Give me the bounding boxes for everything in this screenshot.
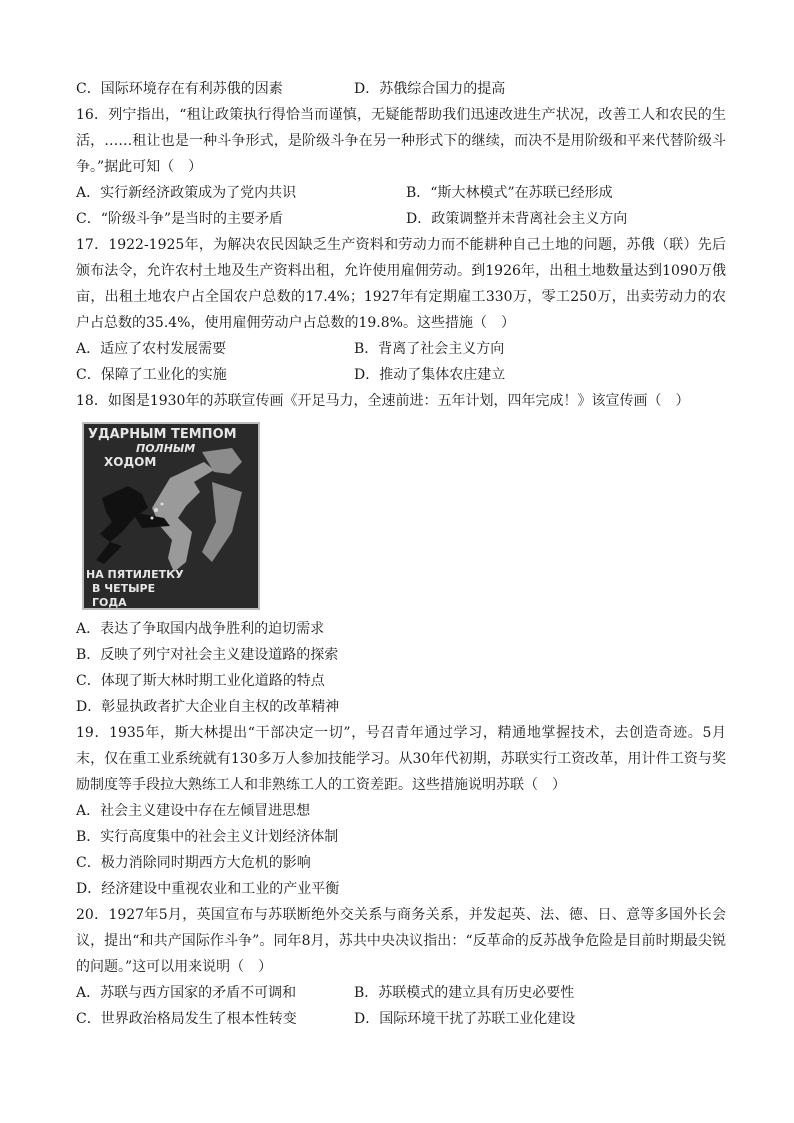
q15-option-c[interactable]: C．国际环境存在有利苏俄的因素 — [76, 81, 283, 97]
q19-stem: 19．1935年，斯大林提出“干部决定一切”，号召青年通过学习，精通地掌握技术，去创造奇迹。5月末，仅在重工业系统就有130多万人参加技能学习。从30年代初期，苏联实行工资改革，用计件工资与奖励制度等手段拉大熟练工人和非熟练工人的工资差距。这些措施说明苏联（ ） — [76, 725, 726, 793]
q16-stem: 16．列宁指出，“租让政策执行得恰当而谨慎，无疑能帮助我们迅速改进生产状况，改善工人和农民的生活，……租让也是一种斗争形式，是阶级斗争在另一种形式下的继续，而决不是用阶级和平来代替阶级斗争。”据此可知（ ） — [76, 107, 726, 175]
poster-text-top-3: ХОДОМ — [104, 455, 157, 469]
q17-options-cd — [76, 362, 726, 388]
q16-option-b[interactable]: B．“斯大林模式”在苏联已经形成 — [406, 185, 613, 201]
q19-option-c[interactable]: C．极力消除同时期西方大危机的影响 — [76, 855, 311, 871]
q20-options-cd — [76, 1006, 726, 1032]
poster-text-top-1: УДАРНЫМ ТЕМПОМ — [88, 427, 237, 442]
q17-option-d[interactable]: D．推动了集体农庄建立 — [354, 367, 506, 383]
q18-option-d[interactable]: D．彰显执政者扩大企业自主权的改革精神 — [76, 699, 340, 715]
q16-option-a[interactable]: A．实行新经济政策成为了党内共识 — [76, 185, 297, 201]
q16-options-cd — [76, 206, 726, 232]
q19-option-a[interactable]: A．社会主义建设中存在左倾冒进思想 — [76, 803, 311, 819]
propaganda-poster — [82, 422, 260, 610]
q19-option-b[interactable]: B．实行高度集中的社会主义计划经济体制 — [76, 829, 339, 845]
q16-option-c[interactable]: C．“阶级斗争”是当时的主要矛盾 — [76, 211, 284, 227]
poster-text-bottom-3: ГОДА — [92, 596, 127, 609]
q17-option-b[interactable]: B．背离了社会主义方向 — [354, 341, 505, 357]
poster-text-top-2: ПОЛНЫМ — [136, 442, 196, 455]
q18-option-b[interactable]: B．反映了列宁对社会主义建设道路的探索 — [76, 647, 339, 663]
poster-text-bottom-1: НА ПЯТИЛЕТКУ — [86, 568, 184, 581]
q18-option-a[interactable]: A．表达了争取国内战争胜利的迫切需求 — [76, 621, 325, 637]
q20-stem: 20．1927年5月，英国宣布与苏联断绝外交关系与商务关系，并发起英、法、德、日、意等多国外长会议，提出“和共产国际作斗争”。同年8月，苏共中央决议指出：“反革命的反苏战争危险是目前时期最尖锐的问题。”这可以用来说明（ ） — [76, 907, 726, 975]
q20-option-d[interactable]: D．国际环境干扰了苏联工业化建设 — [354, 1011, 576, 1027]
poster-image — [82, 422, 260, 610]
q19-option-d[interactable]: D．经济建设中重视农业和工业的产业平衡 — [76, 881, 340, 897]
q15-option-d[interactable]: D．苏俄综合国力的提高 — [354, 81, 506, 97]
poster-text-bottom-2: В ЧЕТЫРЕ — [92, 582, 156, 595]
q16-option-d[interactable]: D．政策调整并未背离社会主义方向 — [406, 211, 628, 227]
q18-stem: 18．如图是1930年的苏联宣传画《开足马力，全速前进：五年计划，四年完成！》该宣传画（ ） — [76, 393, 690, 409]
q20-options-ab — [76, 980, 726, 1006]
exam-page — [76, 76, 726, 1032]
q15-options-cd — [76, 76, 726, 102]
q17-options-ab — [76, 336, 726, 362]
q16-options-ab — [76, 180, 726, 206]
q17-option-c[interactable]: C．保障了工业化的实施 — [76, 367, 227, 383]
q17-option-a[interactable]: A．适应了农村发展需要 — [76, 341, 227, 357]
q20-option-b[interactable]: B．苏联模式的建立具有历史必要性 — [354, 985, 575, 1001]
q18-option-c[interactable]: C．体现了斯大林时期工业化道路的特点 — [76, 673, 325, 689]
q17-stem: 17．1922-1925年，为解决农民因缺乏生产资料和劳动力而不能耕种自己土地的问题，苏俄（联）先后颁布法令，允许农村土地及生产资料出租，允许使用雇佣劳动。到1926年，出租土地数量达到1090万俄亩，出租土地农户占全国农户总数的17.4%；1927年有定期雇工330万，零工250万，出卖劳动力的农户占总数的35.4%，使用雇佣劳动户占总数的19.8%。这些措施（ ） — [76, 237, 726, 331]
q20-option-c[interactable]: C．世界政治格局发生了根本性转变 — [76, 1011, 297, 1027]
q20-option-a[interactable]: A．苏联与西方国家的矛盾不可调和 — [76, 985, 297, 1001]
